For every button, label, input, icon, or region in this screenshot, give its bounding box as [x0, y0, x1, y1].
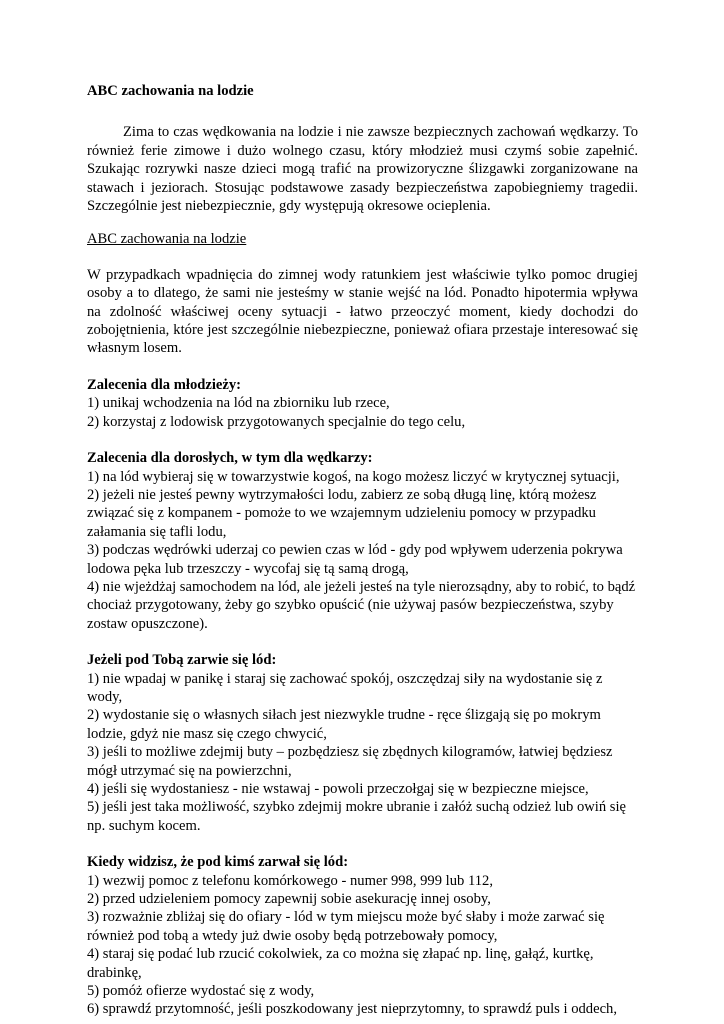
section-adults — [87, 449, 638, 633]
list-item: chociaż przygotowany, żeby go szybko opuścić (nie używaj pasów bezpieczeństwa, szyby — [87, 597, 614, 614]
list-item: 6) sprawdź przytomność, jeśli poszkodowany jest nieprzytomny, to sprawdź puls i oddech, — [87, 1001, 617, 1018]
list-item: 3) rozważnie zbliżaj się do ofiary - lód w tym miejscu może być słaby i może zarwać się — [87, 909, 605, 926]
list-item: 1) wezwij pomoc z telefonu komórkowego - numer 998, 999 lub 112, — [87, 872, 493, 889]
list-item: 2) korzystaj z lodowisk przygotowanych specjalnie do tego celu, — [87, 413, 466, 430]
list-item: 3) podczas wędrówki uderzaj co pewien czas w lód - gdy pod wpływem uderzenia pokrywa — [87, 542, 623, 559]
document-subtitle: ABC zachowania na lodzie — [87, 231, 247, 248]
list-item: 1) na lód wybieraj się w towarzystwie kogoś, na kogo możesz liczyć w krytycznej sytuacji, — [87, 468, 620, 485]
section-rescue — [87, 853, 638, 1019]
section-youth — [87, 376, 638, 431]
list-item: 2) przed udzieleniem pomocy zapewnij sobie asekurację innej osoby, — [87, 891, 491, 908]
intro-paragraph: Zima to czas wędkowania na lodzie i nie zawsze bezpiecznych zachowań wędkarzy. To również ferie zimowe i dużo wolnego czasu, który młodzież musi czymś sobie zapełnić. Szukając rozrywki nasze dzieci mogą trafić na prowizoryczne ślizgawki zorganizowane na stawach i jeziorach. Stosując podstawowe zasady bezpieczeństwa zapobiegniemy tragedii. Szczególnie jest niebezpiecznie, gdy występują okresowe ocieplenia. — [87, 124, 638, 215]
list-item: 4) staraj się podać lub rzucić cokolwiek, za co można się złapać np. linę, gałąź, kurtkę, — [87, 946, 594, 963]
list-item: np. suchym kocem. — [87, 817, 201, 834]
list-item: lodzie, gdyż nie masz się czego chwycić, — [87, 725, 327, 742]
list-item: mógł utrzymać się na powierzchni, — [87, 762, 292, 779]
list-item: 2) jeżeli nie jesteś pewny wytrzymałości lodu, zabierz ze sobą długą linę, którą możesz — [87, 486, 597, 503]
list-item: 2) wydostanie się o własnych siłach jest niezwykle trudne - ręce ślizgają się po mokrym — [87, 707, 601, 724]
list-item: 3) jeśli to możliwe zdejmij buty – pozbędziesz się zbędnych kilogramów, łatwiej będziesz — [87, 744, 613, 761]
section-heading: Kiedy widzisz, że pod kimś zarwał się lód: — [87, 854, 349, 871]
body-paragraph: W przypadkach wpadnięcia do zimnej wody ratunkiem jest właściwie tylko pomoc drugiej osoby a to dlatego, że sami nie jesteśmy w stanie wejść na lód. Ponadto hipotermia wpływa na zdolność właściwej oceny sytuacji - łatwo przeoczyć moment, kiedy dochodzi do zobojętnienia, które jest szczególnie niebezpieczne, ponieważ ofiara przestaje interesować się własnym losem. — [87, 266, 638, 357]
list-item: lodowa pęka lub trzeszczy - wycofaj się tą samą drogą, — [87, 560, 409, 577]
list-item: załamania się tafli lodu, — [87, 523, 227, 540]
section-heading: Zalecenia dla młodzieży: — [87, 376, 242, 393]
list-item: związać się z kompanem - pomoże to we wzajemnym udzieleniu pomocy w przypadku — [87, 505, 596, 522]
section-heading: Zalecenia dla dorosłych, w tym dla wędkarzy: — [87, 450, 373, 467]
list-item: również pod tobą a wtedy już dwie osoby będą potrzebowały pomocy, — [87, 927, 498, 944]
list-item: 4) jeśli się wydostaniesz - nie wstawaj - powoli przeczołgaj się w bezpieczne miejsce, — [87, 781, 589, 797]
section-ice-breaks — [87, 651, 638, 835]
list-item: 5) pomóż ofierze wydostać się z wody, — [87, 983, 315, 1000]
list-item: 1) nie wpadaj w panikę i staraj się zachować spokój, oszczędzaj siły na wydostanie się z — [87, 670, 603, 687]
list-item: wody, — [87, 688, 123, 705]
document-title: ABC zachowania na lodzie — [87, 83, 254, 99]
list-item: 1) unikaj wchodzenia na lód na zbiorniku lub rzece, — [87, 395, 390, 412]
document-page — [87, 82, 638, 1019]
list-item: drabinkę, — [87, 964, 142, 981]
list-item: zostaw opuszczone). — [87, 615, 208, 632]
list-item: 5) jeśli jest taka możliwość, szybko zdejmij mokre ubranie i załóż suchą odzież lub owiń się — [87, 799, 626, 816]
section-heading: Jeżeli pod Tobą zarwie się lód: — [87, 652, 277, 669]
list-item: 4) nie wjeżdżaj samochodem na lód, ale jeżeli jesteś na tyle nierozsądny, aby to robić, to bądź — [87, 578, 636, 595]
